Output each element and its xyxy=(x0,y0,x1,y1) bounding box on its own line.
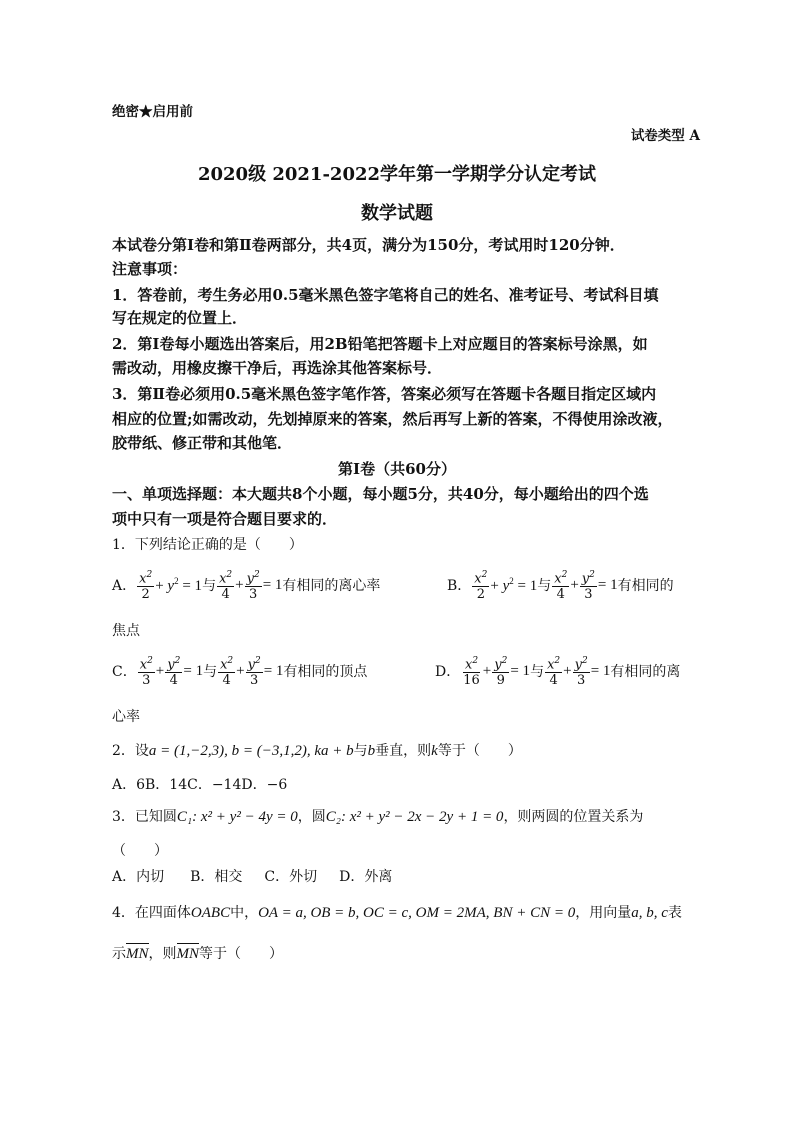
q3-stem-mid: ，圆 xyxy=(297,809,326,825)
q1-option-d-wrap: 心率 xyxy=(112,709,140,725)
q3-stem-end: ，则两圆的位置关系为 xyxy=(503,809,644,825)
note-line: 胶带纸、修正带和其他笔． xyxy=(112,434,293,452)
option-label: A． xyxy=(112,578,137,595)
q3-option-c: C．外切 xyxy=(264,869,318,885)
q4-stem-pre: 4．在四面体 xyxy=(112,905,191,921)
option-label: B． xyxy=(447,578,472,595)
notes-heading: 注意事项： xyxy=(112,260,188,278)
q3-stem-pre: 3．已知圆 xyxy=(112,809,177,825)
q1-option-a: A． $\frac{x^2}{2}$ + $y^2 = 1$ 与 $\frac{x^2}{4}$ + $\frac{y^2}{3}$ = 1 有相同的离心率 xyxy=(112,570,381,603)
q4-tetrahedron: OABC xyxy=(190,905,231,921)
q1-option-b-wrap: 焦点 xyxy=(112,623,140,639)
q4-stem-post: ，用向量 xyxy=(575,905,632,921)
q3-options xyxy=(112,866,392,886)
q2-stem-post: 垂直，则 xyxy=(375,743,432,759)
intro-text: 本试卷分第Ⅰ卷和第Ⅱ卷两部分，共4页，满分为150分，考试用时120分钟． xyxy=(112,236,625,254)
q4-line2-end: 等于（ ） xyxy=(199,946,283,962)
q4-line2-mid: ，则 xyxy=(148,946,177,962)
option-text: 有相同的顶点 xyxy=(283,664,368,681)
note-line: 相应的位置;如需改动，先划掉原来的答案，然后再写上新的答案，不得使用涂改液， xyxy=(112,410,673,428)
note-line: 2．第Ⅰ卷每小题选出答案后，用2B铅笔把答题卡上对应题目的答案标号涂黑，如 xyxy=(112,335,648,353)
q4-stem-line2 xyxy=(112,943,283,963)
q2-k: k xyxy=(431,743,438,759)
q4-stem-mid: 中， xyxy=(230,905,259,921)
note-line: 写在规定的位置上． xyxy=(112,309,248,327)
equation-rhs: = 1 xyxy=(590,662,611,679)
note-line: 1．答卷前，考生务必用0.5毫米黑色签字笔将自己的姓名、准考证号、考试科目填 xyxy=(112,286,659,304)
equation-rhs: = 1 xyxy=(597,576,618,593)
q3-stem xyxy=(112,806,643,826)
q2-stem-end: 等于（ ） xyxy=(437,743,522,759)
q4-mn-vector: MN xyxy=(176,946,199,962)
equation-rhs: = 1 xyxy=(263,662,284,679)
q2-options: A．6B．14C．−14D．−6 xyxy=(112,777,288,793)
note-line: 3．第Ⅱ卷必须用0.5毫米黑色签字笔作答，答案必须写在答题卡各题目指定区域内 xyxy=(112,385,657,403)
option-label: C． xyxy=(112,664,137,681)
q1-stem: 1．下列结论正确的是（ ） xyxy=(112,537,303,553)
connector: 与 xyxy=(202,578,217,595)
equation-rhs: = 1 xyxy=(262,576,283,593)
q1-option-c: C． $\frac{x^2}{3}$ + $\frac{y^2}{4}$ = 1 与 $\frac{x^2}{4}$ + $\frac{y^2}{3}$ = 1 有相同的顶点 xyxy=(112,656,368,689)
option-text: 有相同的离心率 xyxy=(282,578,381,595)
connector: 与 xyxy=(203,664,218,681)
q4-basis-vectors: a, b, c xyxy=(631,905,668,921)
q4-stem-end: 表 xyxy=(667,905,682,921)
part1-heading: 第Ⅰ卷（共60分） xyxy=(338,460,456,478)
note-line: 需改动，用橡皮擦干净后，再选涂其他答案标号． xyxy=(112,359,443,377)
connector: 与 xyxy=(530,664,545,681)
q3-option-d: D．外离 xyxy=(339,869,393,885)
option-text: 有相同的离 xyxy=(610,664,681,681)
secret-mark: 绝密★启用前 xyxy=(112,104,193,120)
q1-option-d: D． $\frac{x^2}{16}$ + $\frac{y^2}{9}$ = 1 与 $\frac{x^2}{4}$ + $\frac{y^2}{3}$ = 1 有相同的离 xyxy=(435,656,681,689)
q2-stem-pre: 2．设 xyxy=(112,743,149,759)
q2-vectors: a = (1,−2,3), b = (−3,1,2), ka + b xyxy=(148,743,354,759)
section1-line: 一、单项选择题：本大题共8个小题，每小题5分，共40分，每小题给出的四个选 xyxy=(112,485,649,503)
q3-option-a: A．内切 xyxy=(112,869,165,885)
q4-vector-relations: OA = a, OB = b, OC = c, OM = 2MA, BN + CN = 0 xyxy=(258,905,576,921)
q4-stem xyxy=(112,902,682,922)
q3-option-b: B．相交 xyxy=(190,869,243,885)
q2-stem: 2．设a = (1,−2,3), b = (−3,1,2), ka + b与b垂直，则k等于（ ） xyxy=(112,743,522,759)
q4-mn-vector: MN xyxy=(126,946,149,962)
q3-circle-2: C₂: x² + y² − 2x − 2y + 1 = 0 xyxy=(325,809,504,825)
option-label: D． xyxy=(435,664,461,681)
q2-stem-mid: 与 xyxy=(353,743,368,759)
q3-circle-1: C₁: x² + y² − 4y = 0 xyxy=(176,809,298,825)
q4-line2-pre: 示 xyxy=(112,946,126,962)
option-text: 有相同的 xyxy=(617,578,674,595)
q3-blank: （ ） xyxy=(112,843,168,859)
paper-type: 试卷类型 A xyxy=(630,128,700,144)
exam-subtitle: 数学试题 xyxy=(361,203,433,224)
q1-option-b: B． $\frac{x^2}{2}$ + $y^2 = 1$ 与 $\frac{x^2}{4}$ + $\frac{y^2}{3}$ = 1 有相同的 xyxy=(447,570,674,603)
connector: 与 xyxy=(537,578,552,595)
section1-line: 项中只有一项是符合题目要求的． xyxy=(112,510,338,528)
exam-title: 2020级 2021-2022学年第一学期学分认定考试 xyxy=(197,164,597,185)
